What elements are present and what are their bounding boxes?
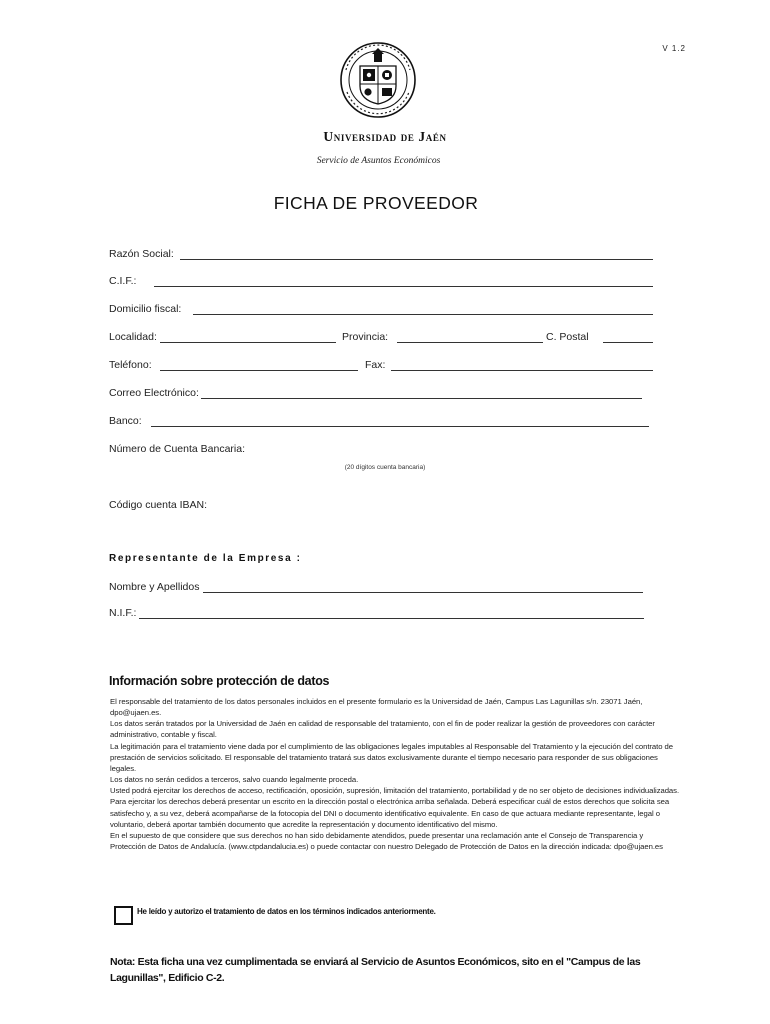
localidad-field[interactable] xyxy=(160,342,336,343)
cif-field[interactable] xyxy=(154,286,653,287)
razon-social-field[interactable] xyxy=(180,259,653,260)
iban-label: Código cuenta IBAN: xyxy=(109,499,208,511)
privacy-paragraph: Los datos no serán cedidos a terceros, salvo cuando legalmente proceda. xyxy=(110,775,359,785)
consent-checkbox[interactable] xyxy=(114,906,133,925)
version-label: V 1.2 xyxy=(662,44,686,53)
privacy-paragraph: Para ejercitar los derechos deberá presentar un escrito en la dirección postal o electrónica arriba señalada. Deberá especificar cuál de estos derechos que solicita sea satisfecho y, a su vez, deberá acompañarse de la fotocopia del DNI o documento identificativo equivalente. En caso de que actuara mediante representante, legal o voluntario, deberá aportar también documento que acredite la representación y documento identificativo del mismo. xyxy=(110,797,670,829)
privacy-paragraph: El responsable del tratamiento de los datos personales incluidos en el presente formulario es la Universidad de Jaén, Campus Las Lagunillas s/n. 23071 Jaén, dpo@ujaen.es. xyxy=(110,697,643,718)
domicilio-label: Domicilio fiscal: xyxy=(109,303,182,315)
telefono-label: Teléfono: xyxy=(109,359,152,371)
localidad-label: Localidad: xyxy=(109,331,157,343)
note-text: Nota: Esta ficha una vez cumplimentada se enviará al Servicio de Asuntos Económicos, sito en el "Campus de las Lagunillas", Edificio C-2. xyxy=(110,956,641,984)
cif-label: C.I.F.: xyxy=(109,275,137,287)
cpostal-field[interactable] xyxy=(603,342,653,343)
provincia-label: Provincia: xyxy=(342,331,389,343)
service-name: Servicio de Asuntos Económicos xyxy=(316,156,441,166)
telefono-field[interactable] xyxy=(160,370,358,371)
cuenta-label: Número de Cuenta Bancaria: xyxy=(109,443,245,455)
consent-label: He leído y autorizo el tratamiento de datos en los términos indicados anteriormente. xyxy=(137,907,436,916)
correo-field[interactable] xyxy=(201,398,642,399)
university-seal-logo xyxy=(338,40,418,120)
nombre-label: Nombre y Apellidos xyxy=(109,581,200,593)
privacy-paragraph: Los datos serán tratados por la Universidad de Jaén en calidad de responsable del tratamiento, con el fin de poder realizar la gestión de proveedores con carácter administrativo, contable y fiscal. xyxy=(110,719,655,740)
representante-heading: Representante de la Empresa : xyxy=(109,553,302,564)
nif-label: N.I.F.: xyxy=(109,607,137,619)
correo-label: Correo Electrónico: xyxy=(109,387,199,399)
provincia-field[interactable] xyxy=(397,342,543,343)
privacy-text xyxy=(110,696,680,852)
privacy-paragraph: La legitimación para el tratamiento viene dada por el cumplimiento de las obligaciones legales imputables al Responsable del Tratamiento y la ejecución del contrato de prestación de servicios solicitado. El responsable del tratamiento tratará sus datos exclusivamente durante el tiempo necesario para responder de sus obligaciones legales. xyxy=(110,741,673,773)
university-name: Universidad de Jaén xyxy=(323,129,447,144)
fax-field[interactable] xyxy=(391,370,653,371)
cpostal-label: C. Postal xyxy=(546,331,589,343)
banco-field[interactable] xyxy=(151,426,649,427)
page-title: FICHA DE PROVEEDOR xyxy=(273,193,479,213)
banco-label: Banco: xyxy=(109,415,142,427)
domicilio-field[interactable] xyxy=(193,314,653,315)
nif-field[interactable] xyxy=(139,618,644,619)
cuenta-hint: (20 dígitos cuenta bancaria) xyxy=(344,464,426,471)
privacy-paragraph: Usted podrá ejercitar los derechos de acceso, rectificación, oposición, supresión, limitación del tratamiento, portabilidad y de no ser objeto de decisiones individualizadas. xyxy=(110,786,680,796)
nombre-field[interactable] xyxy=(203,592,643,593)
razon-social-label: Razón Social: xyxy=(109,248,174,260)
fax-label: Fax: xyxy=(365,359,386,371)
privacy-heading: Información sobre protección de datos xyxy=(109,674,330,688)
privacy-paragraph: En el supuesto de que considere que sus derechos no han sido debidamente atendidos, puede presentar una reclamación ante el Consejo de Transparencia y Protección de Datos de Andalucía. (www.ctpdandalucia.es) o puede contactar con nuestro Delegado de Protección de Datos en la dirección indicada: dpo@ujaen.es xyxy=(110,830,663,852)
